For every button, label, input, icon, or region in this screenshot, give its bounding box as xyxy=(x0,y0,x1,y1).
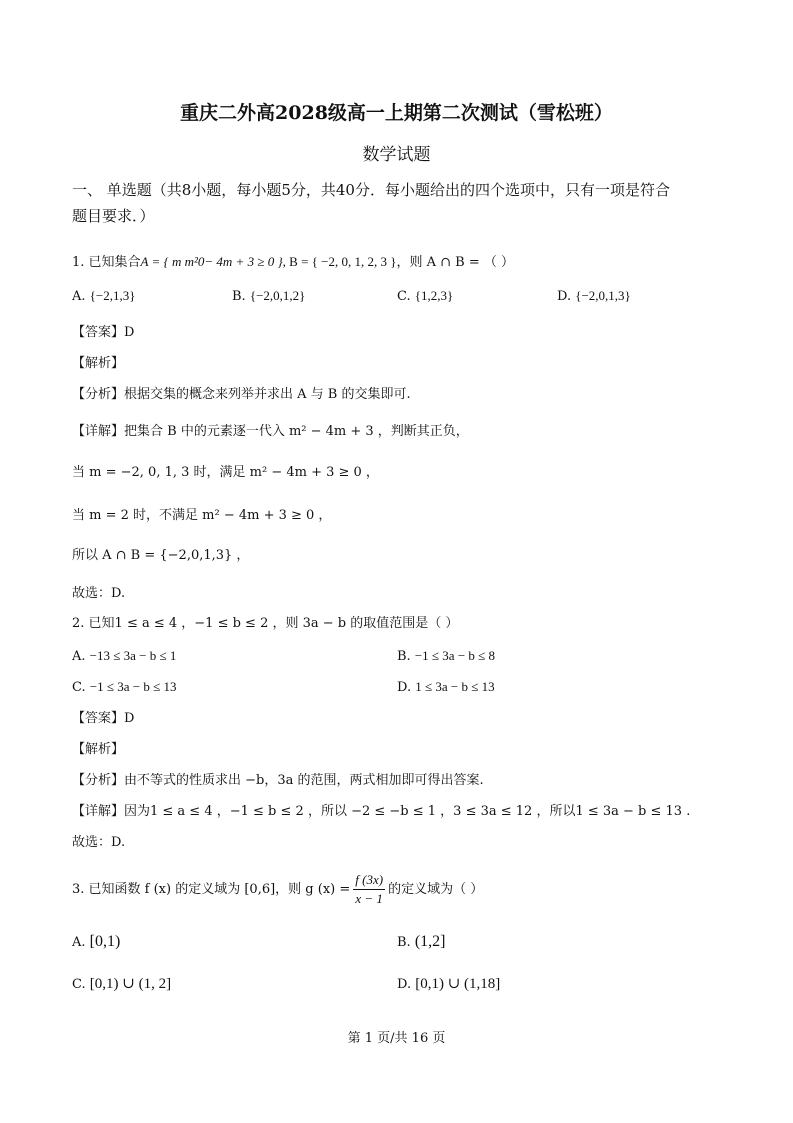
q2-fenxi: 【分析】由不等式的性质求出 −b，3a 的范围，两式相加即可得出答案. xyxy=(72,773,484,788)
q3-option-b: B. (1,2] xyxy=(397,933,446,950)
q1-option-b: B. {−2,0,1,2} xyxy=(232,288,306,304)
page-footer: 第 1 页/共 16 页 xyxy=(347,1031,446,1046)
q2-option-c: C. −1 ≤ 3a − b ≤ 13 xyxy=(72,679,177,695)
q3-fraction xyxy=(353,871,385,908)
q1-step3: 所以 A ∩ B = {−2,0,1,3} ， xyxy=(72,548,250,563)
q3-option-a: A. [0,1) xyxy=(72,933,121,950)
q1-set-a: A = { m m²0− 4m + 3 ≥ 0 } xyxy=(140,254,283,269)
q3-stem xyxy=(72,870,483,910)
q1-choose: 故选：D. xyxy=(72,586,126,601)
q1-xiangjie: 【详解】把集合 B 中的元素逐一代入 m² − 4m + 3 ，判断其正负， xyxy=(72,424,469,439)
q2-option-a: A. −13 ≤ 3a − b ≤ 1 xyxy=(72,648,177,664)
exam-subtitle: 数学试题 xyxy=(362,145,431,165)
section-heading-line2: 题目要求．） xyxy=(72,207,155,225)
q1-option-a: A. {−2,1,3} xyxy=(72,288,136,304)
q1-fenxi: 【分析】根据交集的概念来列举并求出 A 与 B 的交集即可. xyxy=(72,387,411,402)
exam-title: 重庆二外高2028级高一上期第二次测试（雪松班） xyxy=(180,102,613,124)
q2-choose: 故选：D. xyxy=(72,835,126,850)
q3-fraction-numerator: f (3x) xyxy=(353,871,385,890)
q2-option-d: D. 1 ≤ 3a − b ≤ 13 xyxy=(397,679,495,695)
q1-step1: 当 m = −2, 0, 1, 3 时，满足 m² − 4m + 3 ≥ 0 ， xyxy=(72,465,379,480)
q2-stem: 2. 已知1 ≤ a ≤ 4 ，−1 ≤ b ≤ 2 ，则 3a − b 的取值范围是（ ） xyxy=(72,616,459,631)
q3-option-c: C. [0,1) ∪ (1, 2] xyxy=(72,976,172,992)
q1-step2: 当 m = 2 时，不满足 m² − 4m + 3 ≥ 0 ， xyxy=(72,508,332,523)
q1-answer: 【答案】D xyxy=(72,325,135,340)
section-heading-line1: 一、 单选题（共8小题，每小题5分，共40分．每小题给出的四个选项中，只有一项是符合 xyxy=(72,181,670,199)
q3-option-d: D. [0,1) ∪ (1,18] xyxy=(397,976,501,992)
q2-analysis-label: 【解析】 xyxy=(72,742,125,757)
q2-answer: 【答案】D xyxy=(72,711,135,726)
q1-analysis-label: 【解析】 xyxy=(72,356,125,371)
q1-stem xyxy=(72,252,514,273)
q1-stem-pre: 1. 已知集合 xyxy=(72,255,141,270)
q3-fraction-denominator: x − 1 xyxy=(355,891,383,906)
q3-stem-pre: 3. 已知函数 f (x) 的定义域为 [0,6]，则 g (x) = xyxy=(72,882,351,897)
q1-set-b: , B = { −2, 0, 1, 2, 3 } xyxy=(282,254,397,269)
q1-stem-post: ，则 A ∩ B = （ ） xyxy=(396,255,515,270)
q1-option-c: C. {1,2,3} xyxy=(397,288,454,304)
q3-stem-post: 的定义域为（ ） xyxy=(388,882,484,897)
q2-option-b: B. −1 ≤ 3a − b ≤ 8 xyxy=(397,648,496,664)
q2-xiangjie: 【详解】因为1 ≤ a ≤ 4 ，−1 ≤ b ≤ 2 ，所以 −2 ≤ −b ≤ 1 ，3 ≤ 3a ≤ 12 ，所以1 ≤ 3a − b ≤ 13 . xyxy=(72,804,691,819)
q1-option-d: D. {−2,0,1,3} xyxy=(557,288,631,304)
